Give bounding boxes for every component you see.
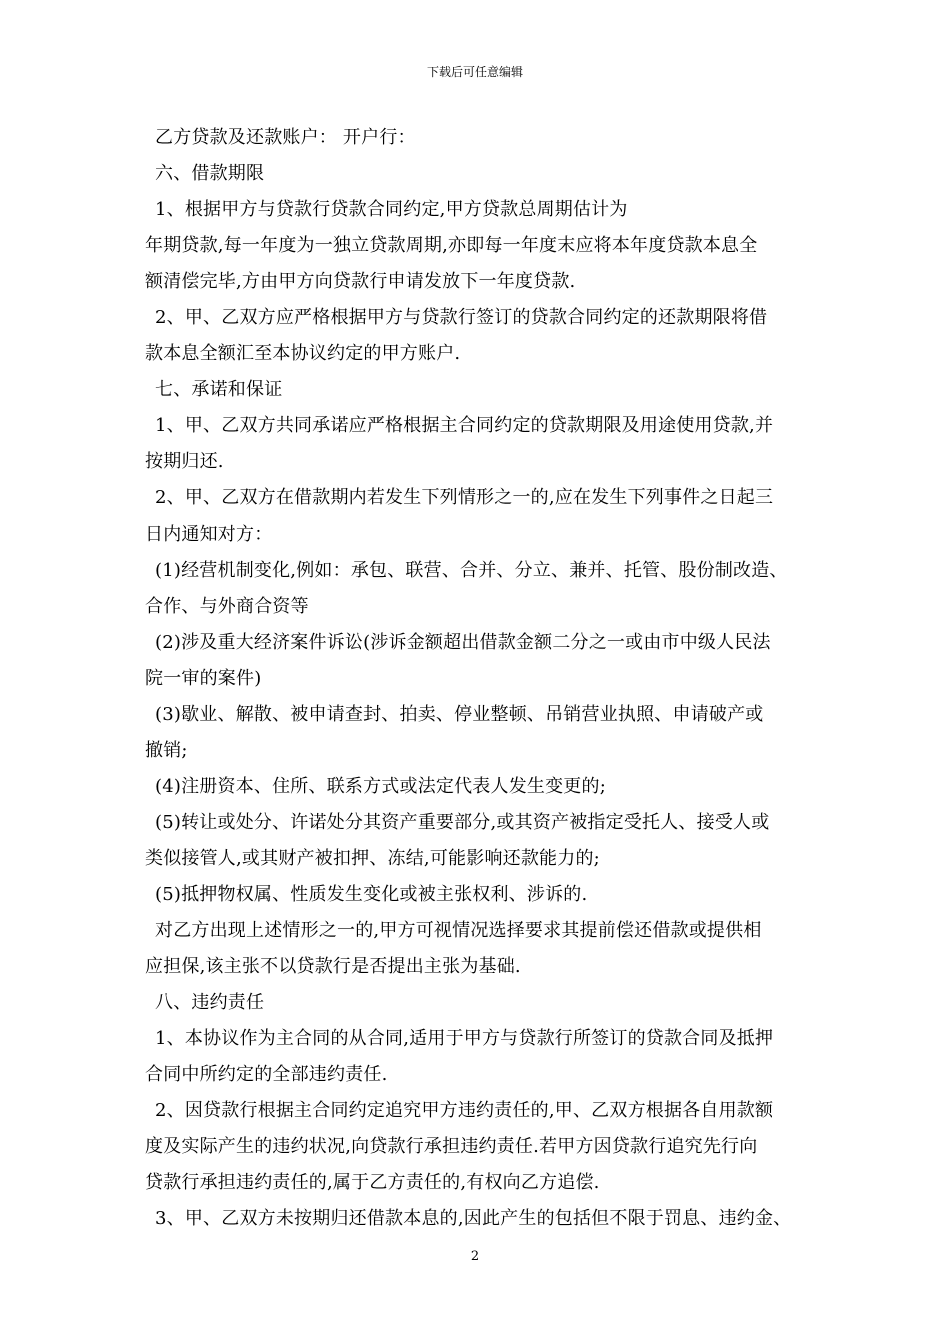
- text-line-9: 1、甲、乙双方共同承诺应严格根据主合同约定的贷款期限及用途使用贷款,并: [155, 415, 774, 437]
- text-line-6: 2、甲、乙双方应严格根据甲方与贷款行签订的贷款合同约定的还款期限将借: [155, 307, 768, 329]
- text-line-14: 合作、与外商合资等: [145, 595, 309, 617]
- text-line-19: (4)注册资本、住所、联系方式或法定代表人发生变更的;: [155, 775, 606, 797]
- text-line-4: 年期贷款,每一年度为一独立贷款周期,亦即每一年度末应将本年度贷款本息全: [145, 235, 758, 257]
- page-header: 下载后可任意编辑: [426, 65, 523, 79]
- text-line-21: 类似接管人,或其财产被扣押、冻结,可能影响还款能力的;: [145, 847, 600, 869]
- text-line-30: 贷款行承担违约责任的,属于乙方责任的,有权向乙方追偿.: [145, 1172, 600, 1194]
- document-body: [145, 127, 825, 1244]
- text-line-25: 八、违约责任: [155, 992, 265, 1014]
- text-line-2: 六、借款期限: [155, 163, 265, 185]
- text-line-7: 款本息全额汇至本协议约定的甲方账户.: [145, 343, 461, 365]
- text-line-29: 度及实际产生的违约状况,向贷款行承担违约责任.若甲方因贷款行追究先行向: [145, 1136, 758, 1158]
- text-line-18: 撤销;: [145, 739, 188, 761]
- text-line-17: (3)歇业、解散、被申请查封、拍卖、停业整顿、吊销营业执照、申请破产或: [155, 703, 764, 725]
- text-line-24: 应担保,该主张不以贷款行是否提出主张为基础.: [145, 956, 521, 978]
- text-line-26: 1、本协议作为主合同的从合同,适用于甲方与贷款行所签订的贷款合同及抵押: [155, 1028, 774, 1050]
- text-line-10: 按期归还.: [145, 451, 224, 473]
- page-number: 2: [470, 1249, 480, 1264]
- text-line-28: 2、因贷款行根据主合同约定追究甲方违约责任的,甲、乙双方根据各自用款额: [155, 1100, 774, 1122]
- text-line-22: (5)抵押物权属、性质发生变化或被主张权利、涉诉的.: [155, 883, 588, 905]
- text-line-12: 日内通知对方：: [145, 523, 273, 545]
- text-line-11: 2、甲、乙双方在借款期内若发生下列情形之一的,应在发生下列事件之日起三: [155, 487, 774, 509]
- text-line-8: 七、承诺和保证: [155, 379, 283, 401]
- text-line-15: (2)涉及重大经济案件诉讼(涉诉金额超出借款金额二分之一或由市中级人民法: [155, 631, 771, 653]
- text-line-3: 1、根据甲方与贷款行贷款合同约定,甲方贷款总周期估计为: [155, 199, 628, 221]
- text-line-20: (5)转让或处分、许诺处分其资产重要部分,或其资产被指定受托人、接受人或: [155, 811, 770, 833]
- text-line-16: 院一审的案件): [145, 667, 262, 689]
- text-line-13: (1)经营机制变化,例如：承包、联营、合并、分立、兼并、托管、股份制改造、: [155, 559, 788, 581]
- text-line-31: 3、甲、乙双方未按期归还借款本息的,因此产生的包括但不限于罚息、违约金、: [155, 1208, 792, 1230]
- text-line-27: 合同中所约定的全部违约责任.: [145, 1064, 388, 1086]
- text-line-1: 乙方贷款及还款账户： 开户行：: [155, 127, 416, 148]
- text-line-23: 对乙方出现上述情形之一的,甲方可视情况选择要求其提前偿还借款或提供相: [155, 920, 762, 942]
- text-line-5: 额清偿完毕,方由甲方向贷款行申请发放下一年度贷款.: [145, 271, 576, 293]
